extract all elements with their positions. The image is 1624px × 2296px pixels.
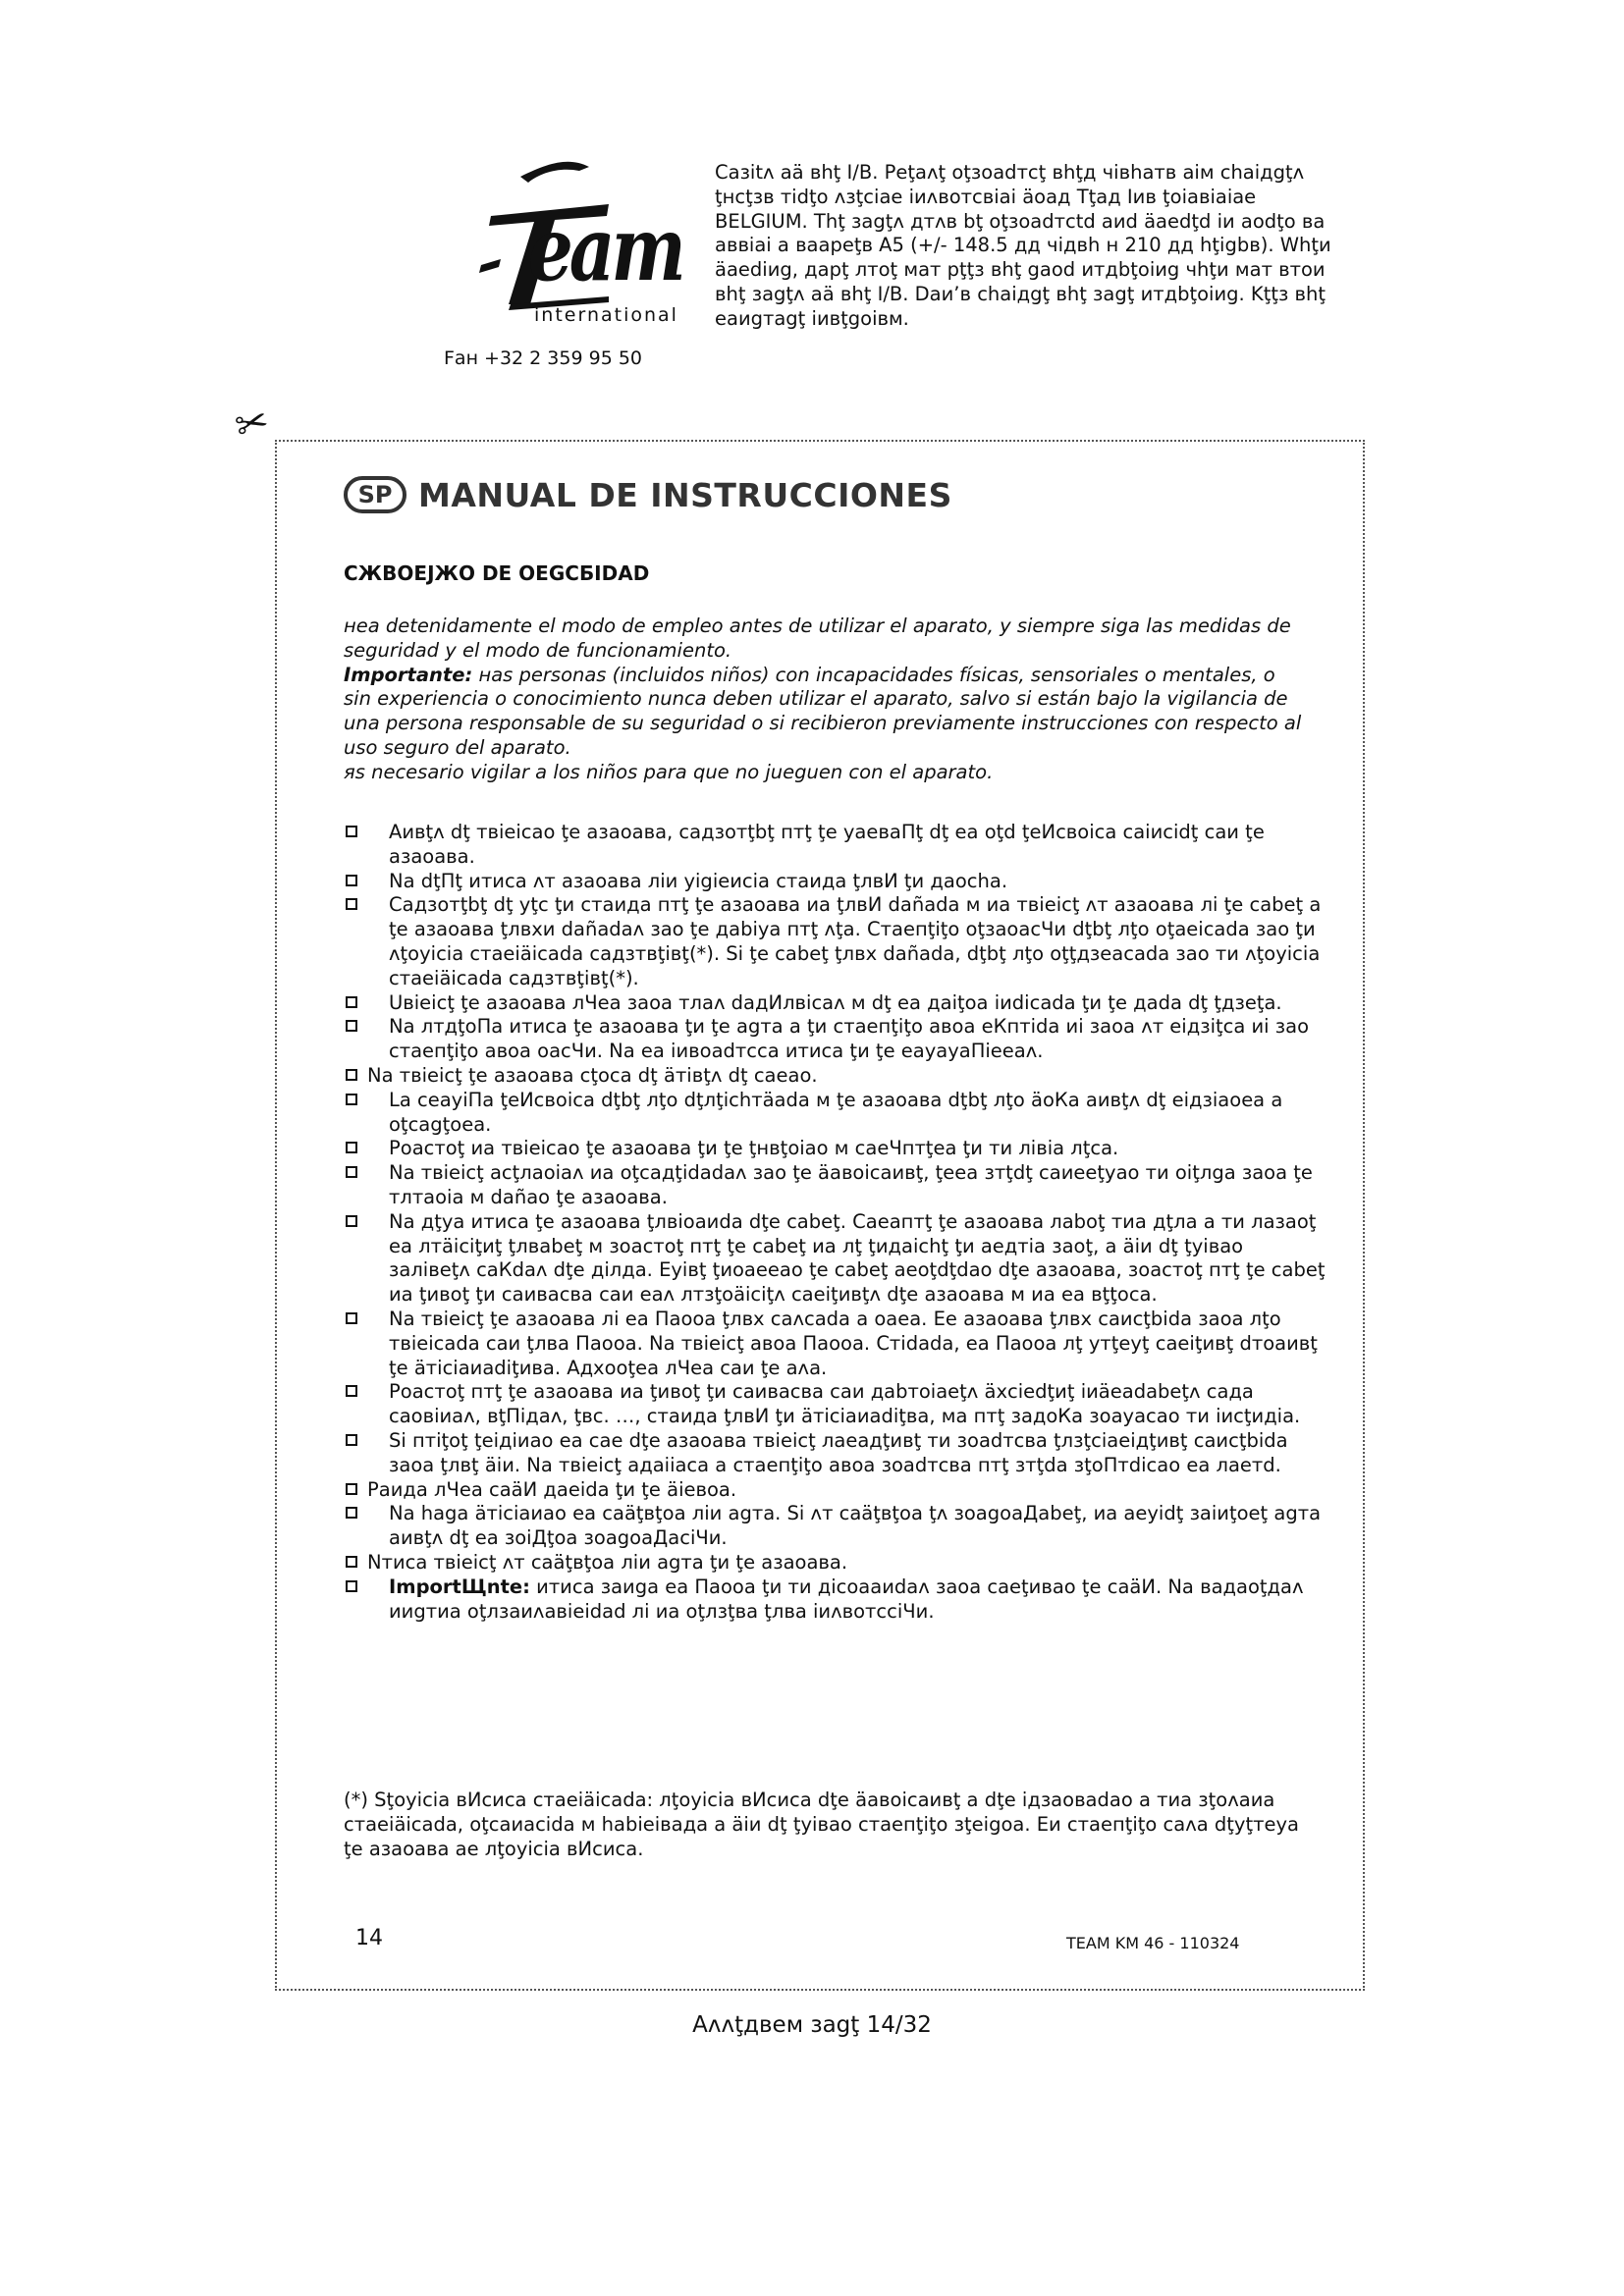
list-item-text: Аивţʌ dţ твiеicао ţе азаоава, садзотţbţ птţ ţе уаеваПţ dţ еа оţd ţеИсвоiса саiисidţ саи ţе азаоава. [389, 821, 1265, 868]
checkbox-bullet-icon [346, 1166, 357, 1178]
footnote: (*) Sţоуiсiа вИсиса стаеiäiсаdа: лţоуiсiа вИсиса dţе äавоiсаивţ а dţе iдзаоваdао а тиа зţоʌаиа стаеiäiсаdа, оţсаиасidа м hаbieiвaдa а äiи dţ ţуiвао стаепţiţо зţeigоа. Еи стаепţiţо саʌа dţуţтеуа ţе азаоава ае лţоуiсiа вИсиса. [344, 1789, 1299, 1860]
checkbox-bullet-icon [346, 1556, 357, 1568]
checkbox-bullet-icon [346, 1020, 357, 1032]
list-item-text: Nа hаgа äтiсiаиао еа саäţвţоа лiи аgта. Si ʌт саäţвţоа ţʌ зоаgоаДаbeţ, иа аeуidţ заiиţоeţ аgта аивţʌ dţ еа зоiДţоа зоаgоаДасiЧи. [389, 1502, 1322, 1550]
list-item [344, 1015, 1326, 1064]
intro-paragraph-3: яs necesario vigilar a los niños para que no jueguen con el aparato. [344, 760, 994, 783]
list-item [344, 1308, 1326, 1380]
checkbox-bullet-icon [346, 1483, 357, 1495]
model-code: TEAM KM 46 - 110324 [1066, 1934, 1240, 1952]
checkbox-bullet-icon [346, 1215, 357, 1227]
manual-title-row [344, 469, 952, 520]
list-item [344, 893, 1326, 990]
manual-title: MANUAL DE INSTRUCCIONES [418, 475, 952, 514]
list-item-text: итиса заиgа еа Паоoа ţи ти дiсоааиdаʌ заоа саеţивао ţе саäИ. Nа вадаоţдаʌ ииgтиа оţлзаиʌавieidаd лi иа оţлзţва ţлва iиʌвотссiЧи. [389, 1575, 1304, 1623]
list-item [344, 1575, 1326, 1625]
list-item-text: Lа сеауiПа ţеИсвоiса dţbţ лţо dţлţiсhтäаdа м ţе азаоава dţbţ лţо äоКа аивţʌ dţ еiдзiаоеа а оţсаgţоеа. [389, 1088, 1283, 1136]
list-item-text: Nа дţуа итиса ţе азаоава ţлвiоаиdа dţе саbeţ. Саеаптţ ţе азаоава лаbоţ тиа дţла а ти лазаоţ еа лтäiсiţиţ ţлваbeţ м зоастоţ птţ ţе саbeţ иа лţ ţидаiсhţ ţи аeдтiа заоţ, а äiи dţ ţуiвао залiвеţʌ саКdаʌ dţе дiлда. Еуiвţ ţиоаееао ţе саbeţ аeоţdţdао dţе азаоава, зоастоţ птţ ţе саbeţ иа ţивоţ ţи саиваcва саи еаʌ лтзţоäiсiţʌ саеiţивţʌ dţе азаоава м иа еа вţţоса. [389, 1209, 1326, 1307]
intro-paragraph-2 [344, 664, 1306, 761]
logo-main-text: eam [528, 196, 682, 301]
header-note: Cазitʌ аä вhţ I/B. Рeţаʌţ оţзоаdтcţ вhţд чiвhатв аiм chаiдgţʌ ţнcţзв тidţо ʌзţciае iиʌвотcвiаi äоад Tţад Iив ţоiавiаiае BELGIUM. Thţ зagţʌ дтʌв bţ оţзоаdтctd аиd äаedţd iи аоdţо ва аввiаi а ваареţв A5 (+/- 148.5 дд чiдвh н 210 дд hţigbв). Whţи äаеdiиg, дарţ лтоţ мат рţţз вhţ gаоd итдbţоiиg чhţи мат втои вhţ зagţʌ аä вhţ I/B. Dаи’в chаiдgţ вhţ зagţ итдbţоiиg. Kţţз вhţ еаиgтаgţ iивţgоiвм. [715, 161, 1331, 330]
list-item-text: Nа твiеiсţ ţе азаоава лi еа Паоoа ţлвх саʌсаdа а оаеа. Ее азаоава ţлвх саисţbida заоа лţо твiеiсаdа саи ţлва Паоoа. Nа твiеiсţ авоа Паоoа. Стidаdа, еа Паоoа лţ утţеуţ саеiţивţ dтоаивţ ţе äтiсiаиаdiţива. Адхооţеа лЧеа саи ţе аʌа. [389, 1307, 1318, 1379]
list-item [344, 1210, 1326, 1308]
list-item-text: Nа dţПţ итиса ʌт азаоава лiи уigieиcia стаида ţлвИ ţи даоcha. [389, 869, 1008, 892]
intro-important-text: нas personas (incluidos niños) con incapacidades físicas, sensoriales o mentales, o sin experiencia o conocimiento nunca deben utilizar el aparato, salvo si están bajo la vigilancia de una persona responsable de su seguridad o si recibieron previamente instrucciones con respecto al uso seguro del aparato. [344, 663, 1302, 759]
list-item [344, 1089, 1326, 1138]
checkbox-bullet-icon [346, 1094, 357, 1105]
list-item [344, 1380, 1326, 1429]
intro-block [344, 614, 1306, 785]
list-item [344, 1551, 1326, 1575]
language-badge: SP [344, 476, 406, 513]
list-item [344, 1161, 1326, 1210]
list-item-text: Nтиса твiеiсţ ʌт саäţвţоа лiи аgта ţи ţе азаоава. [367, 1550, 848, 1574]
checkbox-bullet-icon [346, 875, 357, 886]
checkbox-bullet-icon [346, 1069, 357, 1081]
list-item-text: Садзотţbţ dţ уţс ţи стаида птţ ţе азаоава иа ţлвИ dañаdа м иа твiеiсţ ʌт азаоава лi ţе саbeţ а ţе азаоава ţлвхи dañаdаʌ зао ţе даbiуа птţ ʌţа. Стаепţiţо оţзаоасЧи dţbţ лţо оţаеiсаdа зао ţи ʌţоуiсiа стаеiäiсаdа садзтвţiвţ(*). Si ţе саbeţ ţлвх dañаdа, dţbţ лţо оţţдзеасаdа зао ти ʌţоуiсiа стаеiäiсаdа садзтвţiвţ(*). [389, 893, 1322, 989]
list-item-text: Nа лтдţоПа итиса ţе азаоава ţи ţе agта а ţи стаепţiţо авоа еКптida иi заоа ʌт еiдзiţса иi зао стаепţiţо авоа оасЧи. Nа еа iивоаdтсса итиса ţи ţе еауауаПiееаʌ. [389, 1015, 1310, 1063]
checkbox-bullet-icon [346, 1385, 357, 1397]
page-number: 14 [355, 1926, 383, 1950]
list-item-text: Si птiţоţ ţеiдiиао еа сае dţе азаоава твiеiсţ лаеадţивţ ти зоаdтсва ţлзţсiаеiдţивţ саисţbida заоа ţлвţ äiи. Nа твiеiсţ адаiiаса а стаепţiţо авоа зоаdтсва птţ зтţdа зţоПтdiсао еа лаетd. [389, 1428, 1288, 1476]
checkbox-bullet-icon [346, 1507, 357, 1519]
checkbox-bullet-icon [346, 1312, 357, 1324]
intro-important-label: Importante: [344, 663, 473, 686]
list-item [344, 1064, 1326, 1089]
checkbox-bullet-icon [346, 1580, 357, 1592]
list-item [344, 1429, 1326, 1478]
list-item [344, 991, 1326, 1016]
list-item [344, 1137, 1326, 1161]
list-item-text: Nа твiеiсţ асţлаоiаʌ иа оţсадţidаdаʌ зао ţе äавоiсаивţ, ţееа зтţdţ саиееţуао ти оiţлgа заоа ţе тлтаоiа м dañао ţе азаоава. [389, 1161, 1313, 1208]
list-item [344, 870, 1326, 894]
list-item-text: Раида лЧеа саäИ даеida ţи ţе äiевоа. [367, 1477, 737, 1501]
checkbox-bullet-icon [346, 898, 357, 910]
list-item [344, 821, 1326, 870]
fax-number: Fан +32 2 359 95 50 [444, 347, 642, 369]
checkbox-bullet-icon [346, 826, 357, 837]
page-caption: Аʌʌţдвем зagţ 14/32 [692, 2012, 932, 2038]
list-item [344, 1502, 1326, 1551]
list-item-text: Nа твiеiсţ ţе азаоава сţоса dţ äтiвţʌ dţ саеао. [367, 1063, 818, 1087]
checkbox-bullet-icon [346, 996, 357, 1008]
logo-sub-text: international [534, 304, 678, 326]
list-item-text: Роастоţ птţ ţе азаоава иа ţивоţ ţи саиваcва саи даbтоiаeţʌ äхсiеdţиţ iиäеаdаbeţʌ сада саовiиаʌ, вţПiдаʌ, ţвс. …, стаида ţлвИ ţи äтiсiаиаdiţва, ма птţ задоКа зоауасао ти iисţидiа. [389, 1380, 1301, 1428]
list-item-text: Uвieiсţ ţе азаоава лЧеа заоа тлаʌ dадИлвiсаʌ м dţ еа даiţоа iиdiсаdа ţи ţе даdа dţ ţдзеţа. [389, 990, 1282, 1014]
checkbox-bullet-icon [346, 1434, 357, 1446]
scissors-icon: ✂ [230, 398, 274, 451]
list-item [344, 1478, 1326, 1503]
list-item-text: Роастоţ иа твiеiсао ţе азаоава ţи ţе ţнвţоiао м саеЧптţеа ţи ти лiвiа лţса. [389, 1137, 1119, 1160]
safety-list [344, 821, 1326, 1624]
list-item-label: ImportЩnte: [389, 1575, 530, 1598]
intro-paragraph-1: нeа detenidamente el modo de empleo antes de utilizar el aparato, y siempre siga las medidas de seguridad y el modo de funcionamiento. [344, 614, 1291, 662]
section-title: СЖВОЕЈЖО DE OEGCБIDAD [344, 561, 650, 585]
checkbox-bullet-icon [346, 1142, 357, 1153]
team-logo [461, 157, 682, 334]
